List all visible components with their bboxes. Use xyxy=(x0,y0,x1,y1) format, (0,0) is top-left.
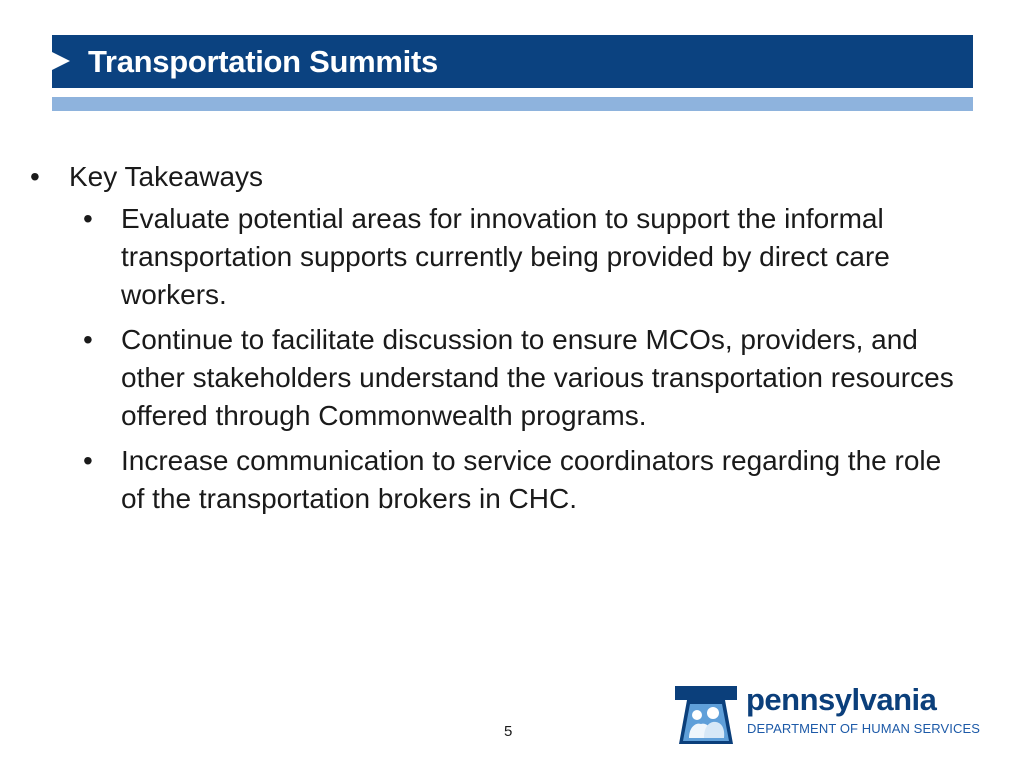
keystone-icon xyxy=(673,684,739,746)
slide-title: Transportation Summits xyxy=(88,44,438,79)
list-item-text: Increase communication to service coordinators regarding the role of the transportation brokers in CHC. xyxy=(121,445,942,514)
list-item xyxy=(0,442,971,518)
list-item xyxy=(0,321,971,435)
bullet-icon: • xyxy=(83,445,93,476)
key-takeaways-heading: Key Takeaways xyxy=(69,161,264,192)
logo-name: pennsylvania xyxy=(746,682,937,717)
slide-content xyxy=(0,158,1000,525)
list-item xyxy=(0,200,971,314)
page-number: 5 xyxy=(504,723,513,740)
title-bar xyxy=(52,35,973,88)
bullet-icon: • xyxy=(83,324,93,355)
bullet-icon: • xyxy=(30,161,40,192)
list-item-text: Continue to facilitate discussion to ensure MCOs, providers, and other stakeholders understand the various transportation resources offered through Commonwealth programs. xyxy=(121,324,954,431)
title-stripe xyxy=(52,97,973,111)
takeaways-list xyxy=(0,200,1000,518)
logo-department: DEPARTMENT OF HUMAN SERVICES xyxy=(747,721,980,736)
pennsylvania-dhs-logo xyxy=(673,684,983,748)
bullet-icon: • xyxy=(83,203,93,234)
bullet-level-1 xyxy=(0,158,1000,196)
arrow-icon xyxy=(52,52,70,70)
list-item-text: Evaluate potential areas for innovation to support the informal transportation supports currently being provided by direct care workers. xyxy=(121,203,890,310)
